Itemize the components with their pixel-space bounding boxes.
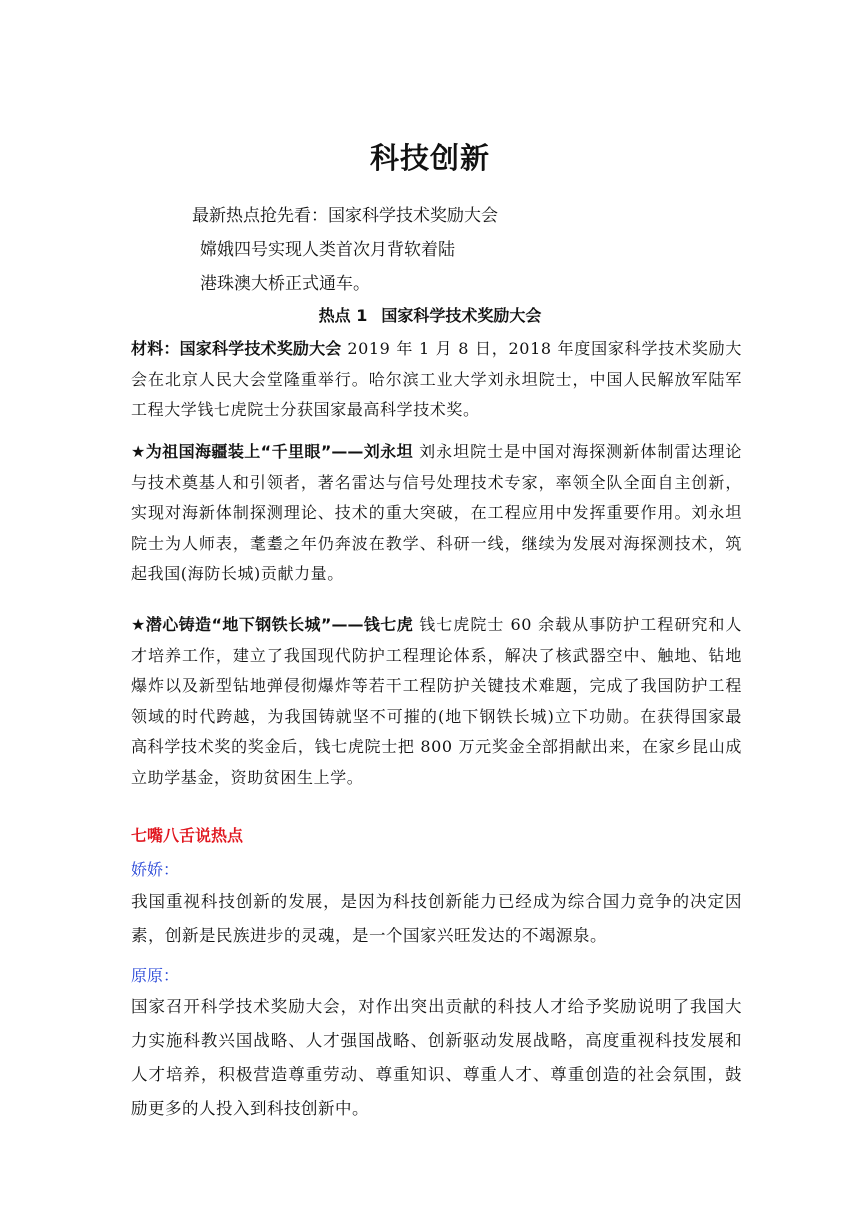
- hotspot-heading: [0, 303, 860, 326]
- page-title: 科技创新: [369, 141, 490, 175]
- qian-text: 钱七虎院士 60 余载从事防护工程研究和人才培养工作，建立了我国现代防护工程理论体系，解决了核武器空中、触地、钻地爆炸以及新型钻地弹侵彻爆炸等若干工程防护关键技术难题，完成了我国防护工程领域的时代跨越，为我国铸就坚不可摧的(地下钢铁长城)立下功勋。在获得国家最高科学技术奖的奖金后，钱七虎院士把 800 万元奖金全部捐献出来，在家乡昆山成立助学基金，资助贫困生上学。: [131, 615, 742, 787]
- intro-line-2: 嫦娥四号实现人类首次月背软着陆: [200, 240, 455, 260]
- material-text: 2019 年 1 月 8 日，2018 年度国家科学技术奖励大会在北京人民大会堂隆重举行。哈尔滨工业大学刘永坦院士，中国人民解放军陆军工程大学钱七虎院士分获国家最高科学技术奖。: [131, 339, 742, 420]
- speech-yuanyuan: 国家召开科学技术奖励大会，对作出突出贡献的科技人才给予奖励说明了我国大力实施科教兴国战略、人才强国战略、创新驱动发展战略，高度重视科技发展和人才培养，积极营造尊重劳动、尊重知识、尊重人才、尊重创造的社会氛围，鼓励更多的人投入到科技创新中。: [131, 997, 742, 1118]
- qian-paragraph: [131, 610, 742, 794]
- discussion-heading: 七嘴八舌说热点: [131, 826, 244, 845]
- speech-jiaojiao: 我国重视科技创新的发展，是因为科技创新能力已经成为综合国力竞争的决定因素，创新是民族进步的灵魂，是一个国家兴旺发达的不竭源泉。: [131, 892, 742, 945]
- speaker-jiaojiao: 娇娇：: [131, 860, 180, 879]
- liu-text: 刘永坦院士是中国对海探测新体制雷达理论与技术奠基人和引领者，著名雷达与信号处理技术专家，率领全队全面自主创新，实现对海新体制探测理论、技术的重大突破，在工程应用中发挥重要作用。刘永坦院士为人师表，耄耋之年仍奔波在教学、科研一线，继续为发展对海探测技术，筑起我国(海防长城)贡献力量。: [131, 442, 742, 584]
- speaker-yuanyuan: 原原：: [131, 966, 180, 985]
- liu-lead: ★为祖国海疆装上“千里眼”——刘永坦: [131, 442, 414, 461]
- hotspot-label: 热点 1: [318, 306, 368, 325]
- material-paragraph: [131, 334, 742, 426]
- intro-line-3: 港珠澳大桥正式通车。: [200, 274, 370, 294]
- liu-paragraph: [131, 437, 742, 590]
- qian-lead: ★潜心铸造“地下钢铁长城”——钱七虎: [131, 615, 414, 634]
- hotspot-title: 国家科学技术奖励大会: [381, 306, 542, 325]
- intro-line-1: 最新热点抢先看：国家科学技术奖励大会: [192, 206, 498, 226]
- material-lead: 材料：国家科学技术奖励大会: [131, 339, 342, 358]
